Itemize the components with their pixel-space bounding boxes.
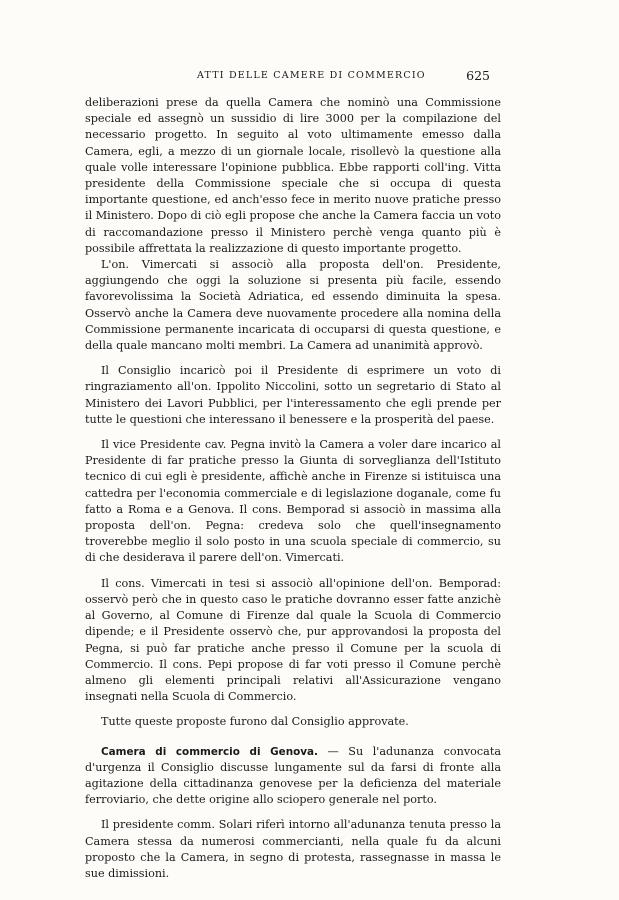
running-head: ATTI DELLE CAMERE DI COMMERCIO — [197, 70, 426, 81]
paragraph-solari: Il presidente comm. Solari riferì intorno all'adunanza tenuta presso la Camera stessa da numerosi commercianti, nella quale fu da alcuni proposto che la Camera, in segno di protesta, rassegnasse in massa le sue dimissioni. — [85, 818, 501, 880]
paragraph-approvate: Tutte queste proposte furono dal Consiglio approvate. — [101, 715, 409, 729]
section-genova-intro — [85, 744, 501, 809]
page-header — [85, 68, 490, 86]
section-lead: — Su l'adunanza convocata d'urgenza il Consiglio discusse lungamente sul da farsi di fronte alla agitazione della cittadinanza genovese per la deficienza del materiale ferroviario, che dette origine allo sciopero generale nel porto. — [85, 744, 501, 807]
page-body — [85, 95, 501, 882]
section-title: Camera di commercio di Genova. — [101, 745, 318, 758]
paragraph-pegna: Il vice Presidente cav. Pegna invitò la Camera a voler dare incarico al Presidente di far pratiche presso la Giunta di sorveglianza dell'Istituto tecnico di cui egli è presidente, affichè anche in Firenze si istituisca una cattedra per l'economia commerciale e di legislazione doganale, come fu fatto a Roma e a Genova. Il cons. Bemporad si associò in massima alla proposta dell'on. Pegna: credeva solo che quell'insegnamento troverebbe meglio il solo posto in una scuola speciale di commercio, su di che desiderava il parere dell'on. Vimercati. — [85, 438, 501, 565]
paragraph-ringraziamento: Il Consiglio incaricò poi il Presidente di esprimere un voto di ringraziamento all'on. Ippolito Niccolini, sotto un segretario di Stato al Ministero dei Lavori Pubblici, per l'interessamento che egli prende per tutte le questioni che interessano il benessere e la prosperità del paese. — [85, 364, 501, 426]
page-number: 625 — [466, 68, 490, 83]
paragraph-continuation: deliberazioni prese da quella Camera che nominò una Commissione speciale ed assegnò un sussidio di lire 3000 per la compilazione del necessario progetto. In seguito al voto ultimamente emesso dalla Camera, egli, a mezzo di un giornale locale, risollevò la questione alla quale volle interessare l'opinione pubblica. Ebbe rapporti coll'ing. Vitta presidente della Commissione speciale che si occupa di questa importante questione, ed anch'esso fece in merito nuove pratiche presso il Ministero. Dopo di ciò egli propose che anche la Camera faccia un voto di raccomandazione presso il Ministero perchè venga quanto più è possibile affrettata la realizzazione di questo importante progetto. — [85, 96, 501, 255]
paragraph-bemporad: Il cons. Vimercati in tesi si associò all'opinione dell'on. Bemporad: osservò però che in questo caso le pratiche dovranno esser fatte anzichè al Governo, al Comune di Firenze dal quale la Scuola di Commercio dipende; e il Presidente osservò che, pur approvandosi la proposta del Pegna, si può far pratiche anche presso il Comune per la scuola di Commercio. Il cons. Pepi propose di far voti presso il Comune perchè almeno gli elementi principali relativi all'Assicurazione vengano insegnati nella Scuola di Commercio. — [85, 576, 501, 704]
paragraph-vimercati: L'on. Vimercati si associò alla proposta dell'on. Presidente, aggiungendo che oggi la soluzione si presenta più facile, essendo favorevolissima la Società Adriatica, ed essendo diminuita la spesa. Osservò anche la Camera deve nuovamente procedere alla nomina della Commissione permanente incaricata di occuparsi di questa questione, e della quale mancano molti membri. La Camera ad unanimità approvò. — [85, 258, 501, 353]
